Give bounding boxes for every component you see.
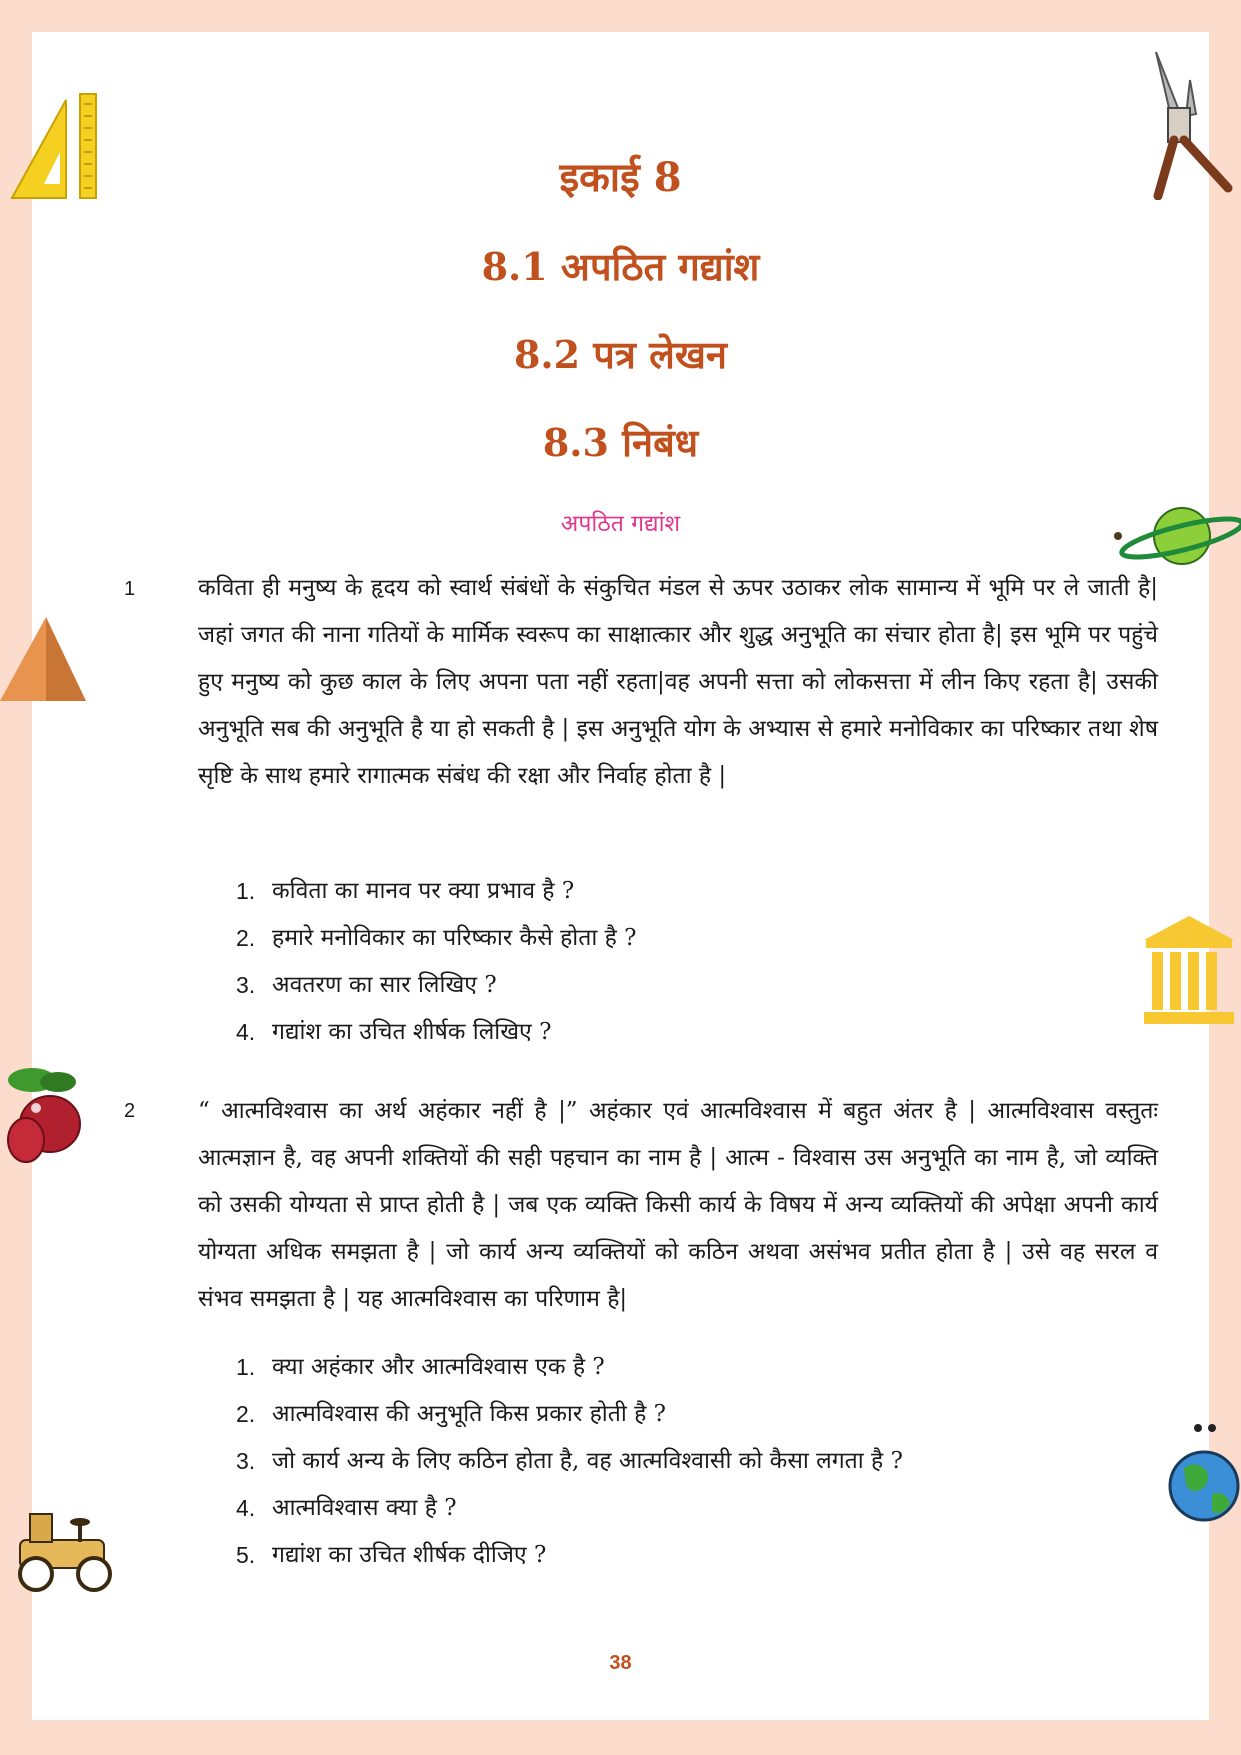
question-item: [236, 1344, 903, 1391]
question-number: 2.: [236, 1401, 256, 1427]
vintage-car-icon: [0, 1500, 128, 1596]
set-square-ruler-icon: [4, 90, 104, 202]
question-item: [236, 868, 637, 915]
planet-icon: [1110, 500, 1241, 570]
question-number: 3.: [236, 1448, 256, 1474]
passage-text: कविता ही मनुष्य के हृदय को स्वार्थ संबंधों के संकुचित मंडल से ऊपर उठाकर लोक सामान्य में भूमि पर ले जाती है| जहां जगत की नाना गतियों के मार्मिक स्वरूप का साक्षात्कार और शुद्ध अनुभूति का संचार होता है| इस भूमि पर पहुंचे हुए मनुष्य को कुछ काल के लिए अपना पता नहीं रहता|वह अपनी सत्ता को लोकसत्ता में लीन किए रहता है| उसकी अनुभूति सब की अनुभूति है या हो सकती है | इस अनुभूति योग के अभ्यास से हमारे मनोविकार का परिष्कार तथा शेष सृष्टि के साथ हमारे रागात्मक संबंध की रक्षा और निर्वाह होता है |: [198, 575, 1158, 789]
question-text: गद्यांश का उचित शीर्षक दीजिए ?: [272, 1542, 547, 1568]
passage-number: 1: [124, 578, 136, 600]
temple-icon: [1140, 912, 1238, 1030]
question-number: 3.: [236, 972, 256, 998]
cashew-fruit-icon: [2, 1060, 86, 1166]
question-text: अवतरण का सार लिखिए ?: [272, 972, 497, 998]
question-item: [236, 1009, 637, 1056]
section-subheading: अपठित गद्यांश: [560, 511, 681, 537]
section-title-8-2: 8.2 पत्र लेखन: [513, 332, 728, 377]
question-text: कविता का मानव पर क्या प्रभाव है ?: [272, 878, 575, 904]
question-text: जो कार्य अन्य के लिए कठिन होता है, वह आत्मविश्वासी को कैसा लगता है ?: [272, 1448, 903, 1474]
question-number: 1.: [236, 1354, 256, 1380]
pruning-shears-icon: [1150, 50, 1240, 200]
page-number: 38: [609, 1652, 632, 1674]
question-item: [236, 1485, 903, 1532]
section-title-8-3: 8.3 निबंध: [542, 420, 699, 465]
question-number: 4.: [236, 1495, 256, 1521]
passage-text: “ आत्मविश्वास का अर्थ अहंकार नहीं है |” अहंकार एवं आत्मविश्वास में बहुत अंतर है | आत्मविश्वास वस्तुतः आत्मज्ञान है, वह अपनी शक्तियों की सही पहचान का नाम है | आत्म - विश्वास उस अनुभूति का नाम है, जो व्यक्ति को उसकी योग्यता से प्राप्त होती है | जब एक व्यक्ति किसी कार्य के विषय में अन्य व्यक्तियों की अपेक्षा अपनी कार्य योग्यता अधिक समझता है | जो कार्य अन्य व्यक्तियों को कठिन अथवा असंभव प्रतीत होता है | उसे वह सरल व संभव समझता है | यह आत्मविश्वास का परिणाम है|: [198, 1098, 1158, 1312]
question-text: क्या अहंकार और आत्मविश्वास एक है ?: [272, 1354, 605, 1380]
question-list: [236, 868, 637, 1056]
question-text: आत्मविश्वास की अनुभूति किस प्रकार होती है ?: [272, 1401, 666, 1427]
question-number: 2.: [236, 925, 256, 951]
unit-title: इकाई 8: [559, 154, 682, 201]
question-item: [236, 1438, 903, 1485]
passage-number: 2: [124, 1100, 136, 1122]
question-item: [236, 962, 637, 1009]
question-item: [236, 1391, 903, 1438]
globe-icon: [1166, 1420, 1241, 1525]
question-number: 1.: [236, 878, 256, 904]
question-item: [236, 1532, 903, 1579]
question-number: 5.: [236, 1542, 256, 1568]
question-text: गद्यांश का उचित शीर्षक लिखिए ?: [272, 1019, 552, 1045]
question-list: [236, 1344, 903, 1579]
question-text: हमारे मनोविकार का परिष्कार कैसे होता है ?: [272, 925, 637, 951]
question-item: [236, 915, 637, 962]
pyramid-icon: [0, 615, 88, 705]
question-number: 4.: [236, 1019, 256, 1045]
section-title-8-1: 8.1 अपठित गद्यांश: [481, 244, 760, 289]
question-text: आत्मविश्वास क्या है ?: [272, 1495, 457, 1521]
